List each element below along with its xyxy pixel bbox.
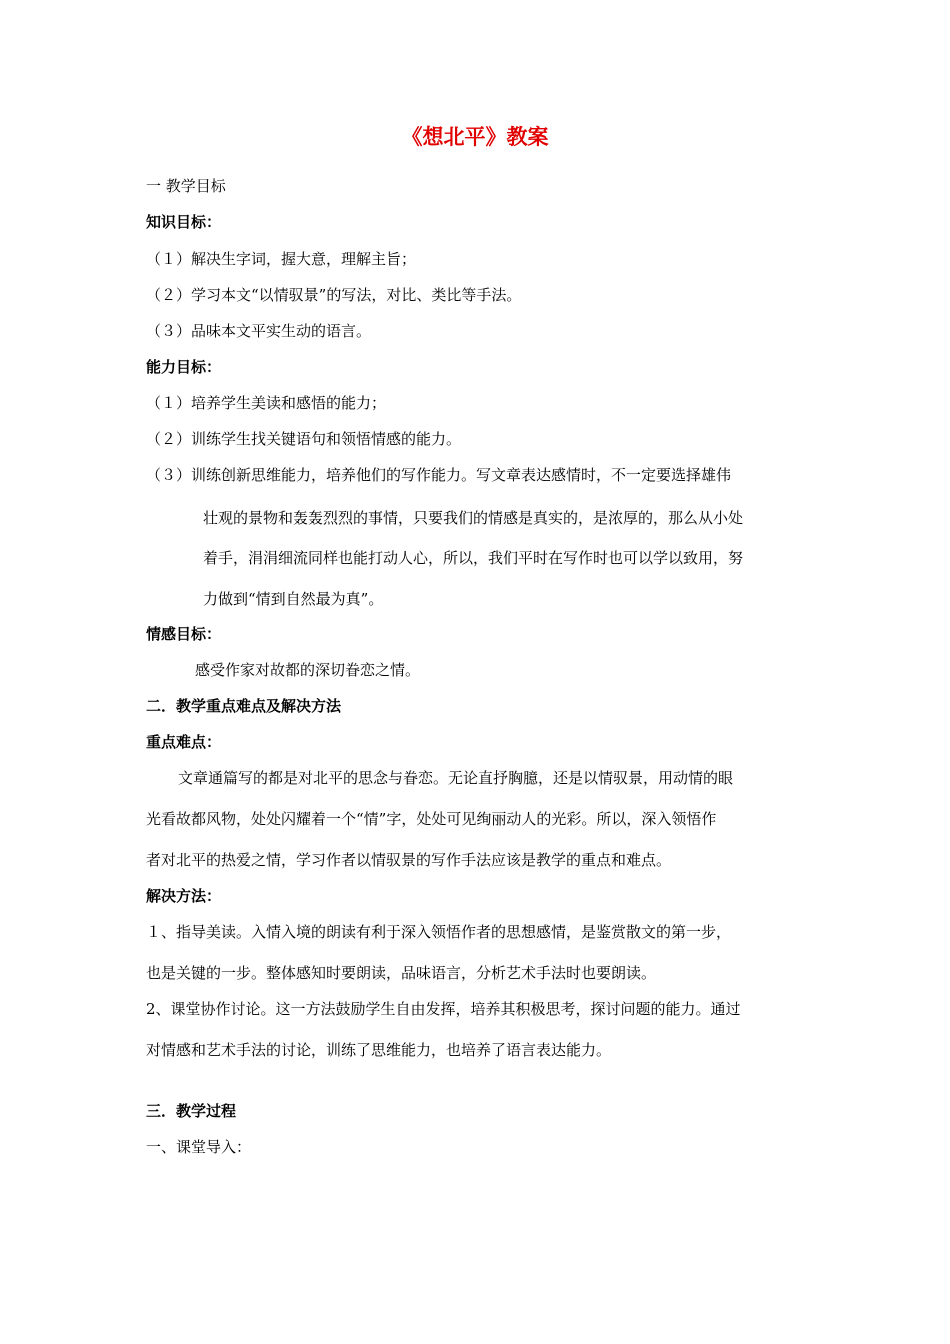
knowledge-item: （３）品味本文平实生动的语言。 bbox=[146, 322, 372, 340]
knowledge-goals-heading: 知识目标： bbox=[146, 213, 222, 231]
emotion-text: 感受作家对故都的深切眷恋之情。 bbox=[195, 661, 421, 679]
methods-text: 2、课堂协作讨论。这一方法鼓励学生自由发挥，培养其积极思考，探讨问题的能力。通过 bbox=[146, 1000, 741, 1018]
ability-item: （３）训练创新思维能力，培养他们的写作能力。写文章表达感情时，不一定要选择雄伟 bbox=[146, 466, 732, 484]
key-points-text: 光看故都风物，处处闪耀着一个“情”字，处处可见绚丽动人的光彩。所以，深入领悟作 bbox=[146, 810, 717, 828]
methods-heading: 解决方法： bbox=[146, 887, 222, 905]
section-3-heading: 三．教学过程 bbox=[146, 1102, 237, 1120]
ability-item-continuation: 壮观的景物和轰轰烈烈的事情，只要我们的情感是真实的，是浓厚的，那么从小处 bbox=[203, 509, 744, 527]
section-2-heading: 二．教学重点难点及解决方法 bbox=[146, 697, 342, 715]
methods-text: 也是关键的一步。整体感知时要朗读，品味语言，分析艺术手法时也要朗读。 bbox=[146, 964, 657, 982]
ability-item-continuation: 着手，涓涓细流同样也能打动人心，所以，我们平时在写作时也可以学以致用，努 bbox=[203, 549, 744, 567]
class-intro-heading: 一、课堂导入： bbox=[146, 1138, 252, 1156]
methods-text: １、指导美读。入情入境的朗读有利于深入领悟作者的思想感情，是鉴赏散文的第一步， bbox=[146, 923, 732, 941]
methods-text: 对情感和艺术手法的讨论，训练了思维能力，也培养了语言表达能力。 bbox=[146, 1041, 612, 1059]
knowledge-item: （１）解决生字词，握大意，理解主旨； bbox=[146, 250, 417, 268]
knowledge-item: （２）学习本文“以情驭景”的写法，对比、类比等手法。 bbox=[146, 286, 522, 304]
section-1-heading: 一 教学目标 bbox=[146, 177, 226, 195]
key-points-text: 者对北平的热爱之情，学习作者以情驭景的写作手法应该是教学的重点和难点。 bbox=[146, 851, 672, 869]
ability-item: （２）训练学生找关键语句和领悟情感的能力。 bbox=[146, 430, 462, 448]
emotion-goals-heading: 情感目标： bbox=[146, 625, 222, 643]
key-points-text: 文章通篇写的都是对北平的思念与眷恋。无论直抒胸臆，还是以情驭景，用动情的眼 bbox=[178, 769, 734, 787]
ability-item-continuation: 力做到“情到自然最为真”。 bbox=[203, 590, 384, 608]
ability-goals-heading: 能力目标： bbox=[146, 358, 222, 376]
ability-item: （１）培养学生美读和感悟的能力； bbox=[146, 394, 387, 412]
key-points-heading: 重点难点： bbox=[146, 733, 222, 751]
document-title: 《想北平》教案 bbox=[401, 124, 549, 149]
